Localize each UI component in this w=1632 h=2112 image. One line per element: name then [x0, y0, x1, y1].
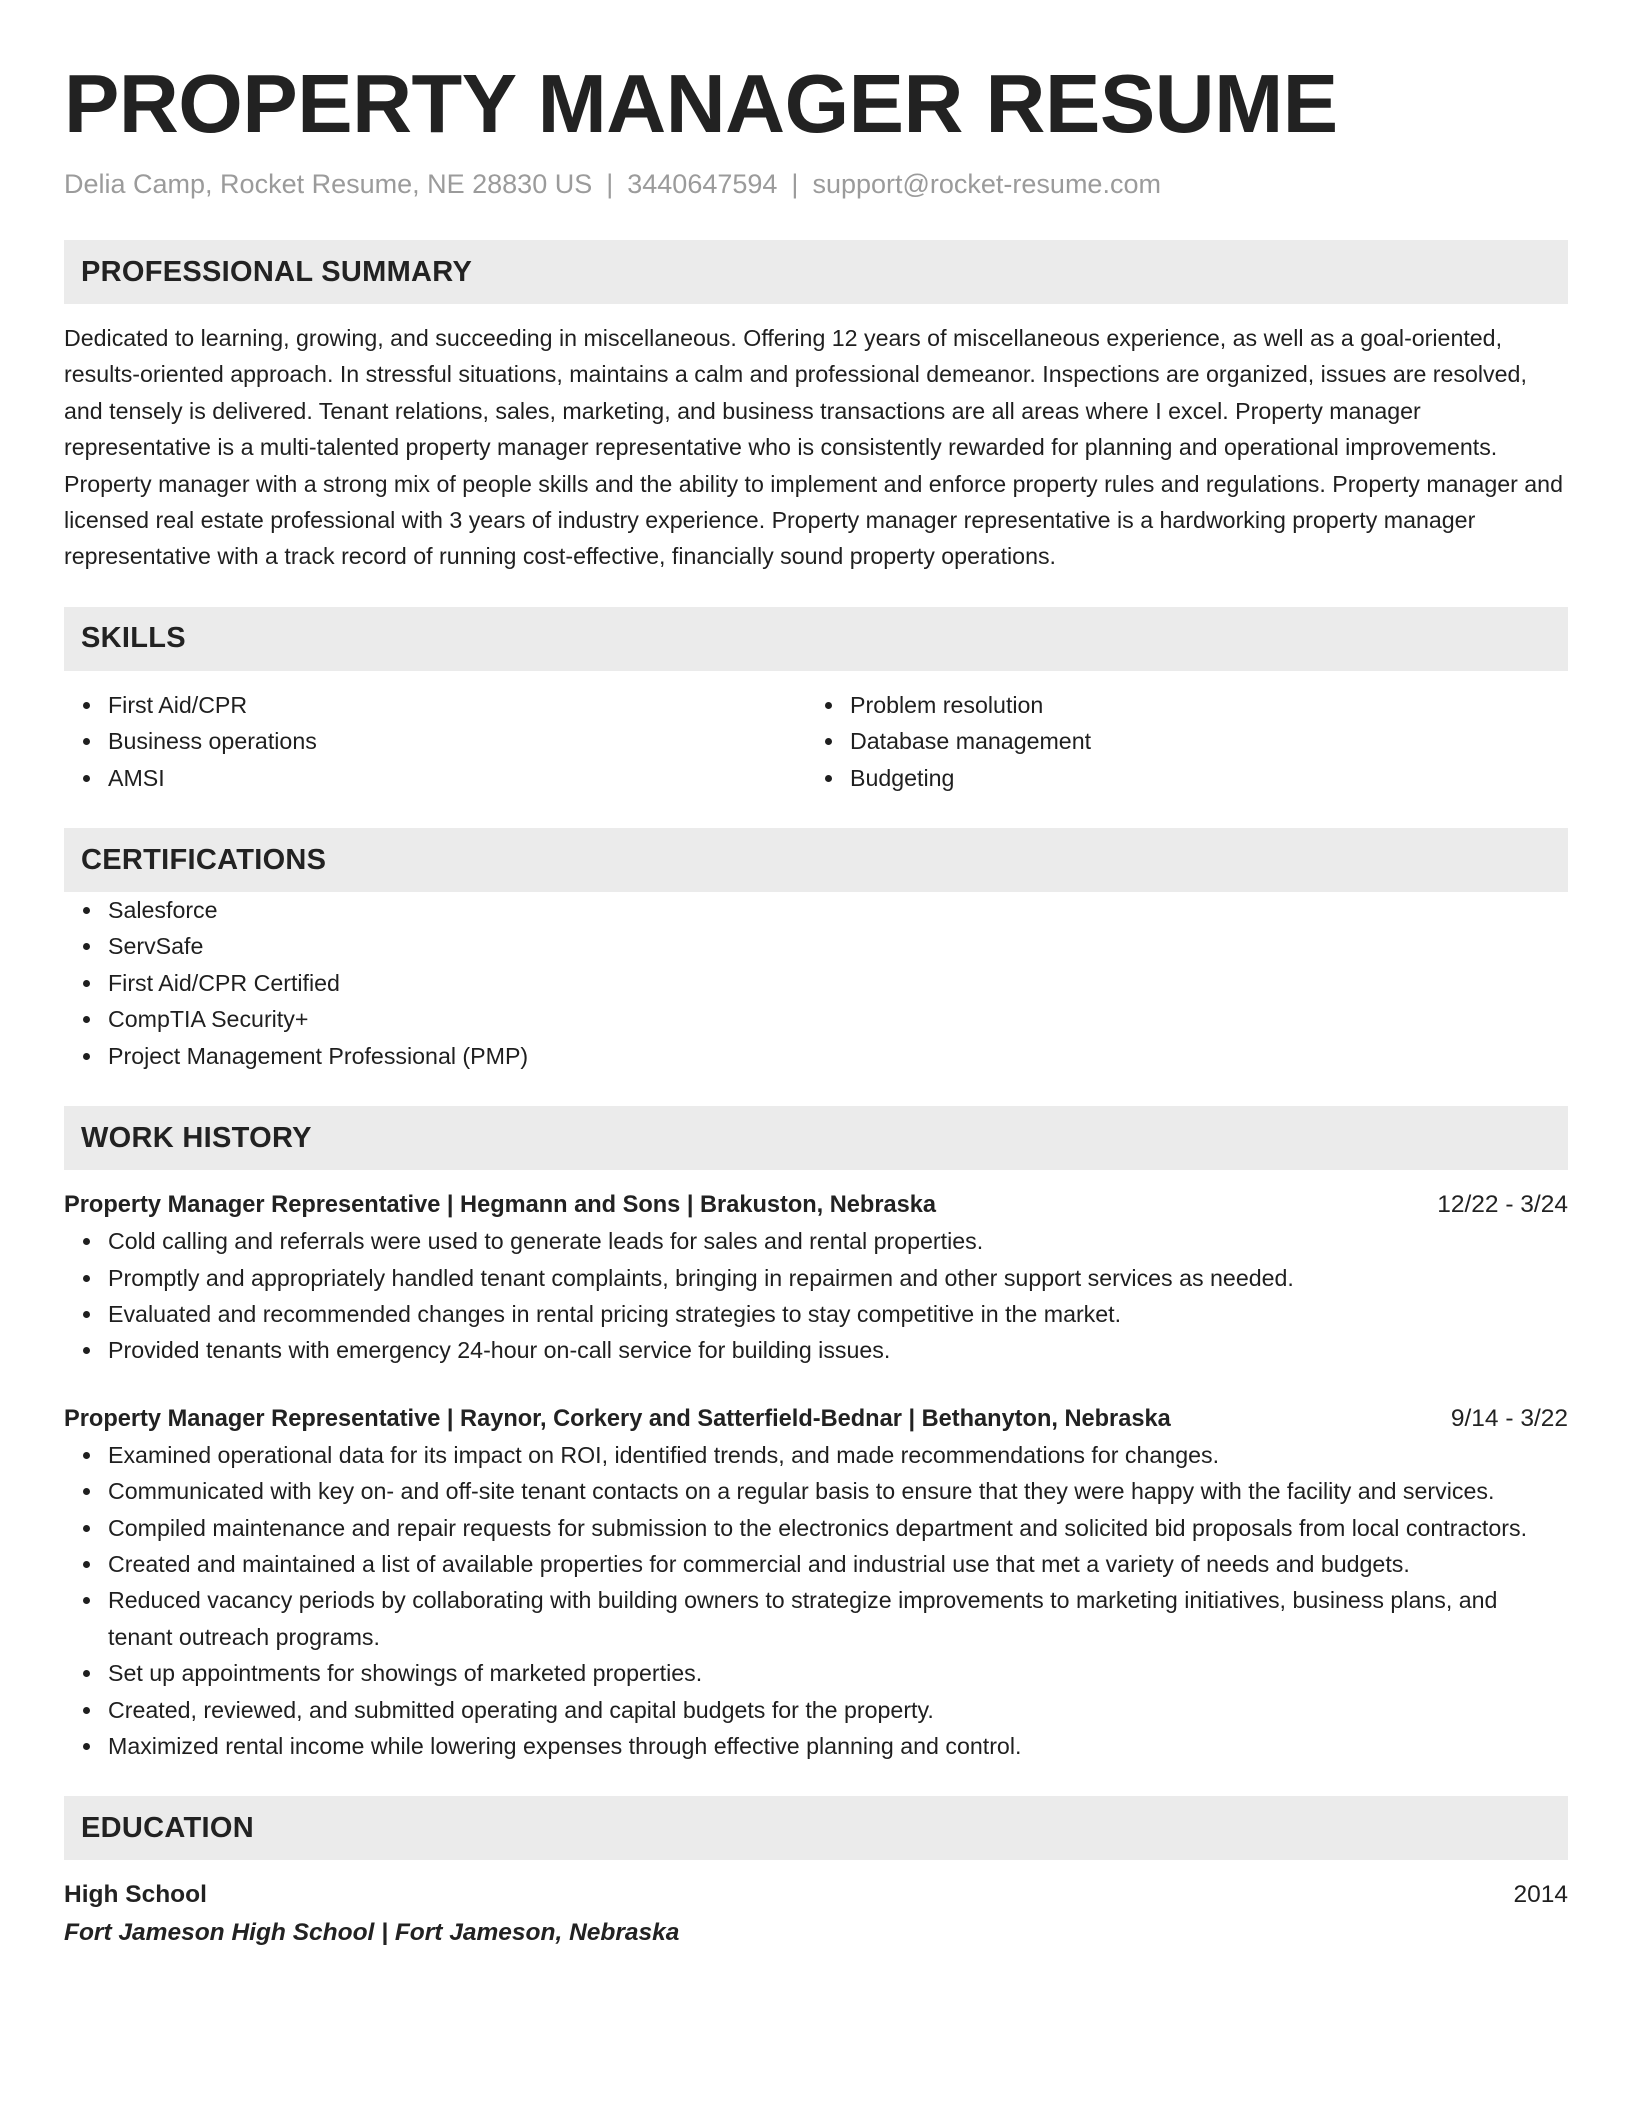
certifications-list [64, 892, 1568, 1074]
skills-list-left [64, 687, 806, 796]
job-bullets [64, 1223, 1568, 1369]
job-bullet: Created, reviewed, and submitted operating and capital budgets for the property. [108, 1692, 1568, 1728]
job-bullet: Provided tenants with emergency 24-hour on-call service for building issues. [108, 1332, 1568, 1368]
certifications-heading: CERTIFICATIONS [64, 828, 1568, 892]
certification-item: CompTIA Security+ [108, 1001, 1568, 1037]
certification-item: Salesforce [108, 892, 1568, 928]
certification-item: Project Management Professional (PMP) [108, 1038, 1568, 1074]
job-bullet: Maximized rental income while lowering expenses through effective planning and control. [108, 1728, 1568, 1764]
skills-grid [64, 687, 1568, 796]
education-degree: High School [64, 1881, 207, 1909]
education-entry [64, 1877, 1568, 1951]
job-title: Property Manager Representative | Hegmann and Sons | Brakuston, Nebraska [64, 1192, 937, 1219]
job-bullet: Compiled maintenance and repair requests for submission to the electronics department and solicited bid proposals from local contractors. [108, 1510, 1568, 1546]
job-header [64, 1187, 1568, 1223]
job-bullet: Evaluated and recommended changes in rental pricing strategies to stay competitive in the market. [108, 1296, 1568, 1332]
contact-line [64, 166, 1568, 202]
skill-item: AMSI [108, 760, 806, 796]
skill-item: Problem resolution [850, 687, 1548, 723]
job-header [64, 1401, 1568, 1437]
skill-item: Database management [850, 723, 1548, 759]
summary-heading: PROFESSIONAL SUMMARY [64, 240, 1568, 304]
contact-phone: 3440647594 [627, 169, 778, 199]
skills-heading: SKILLS [64, 607, 1568, 671]
skill-item: Budgeting [850, 760, 1548, 796]
job-dates: 9/14 - 3/22 [1450, 1404, 1568, 1432]
resume-page [64, 56, 1568, 1951]
certification-item: ServSafe [108, 928, 1568, 964]
skill-item: Business operations [108, 723, 806, 759]
job-bullets [64, 1437, 1568, 1765]
skills-column-right [806, 687, 1548, 796]
contact-separator: | [606, 169, 614, 199]
job-bullet: Promptly and appropriately handled tenant complaints, bringing in repairmen and other support services as needed. [108, 1260, 1568, 1296]
education-heading: EDUCATION [64, 1796, 1568, 1860]
skills-column-left [64, 687, 806, 796]
job-bullet: Created and maintained a list of available properties for commercial and industrial use that met a variety of needs and budgets. [108, 1546, 1568, 1582]
contact-address: Delia Camp, Rocket Resume, NE 28830 US [64, 169, 593, 199]
resume-title: PROPERTY MANAGER RESUME [64, 57, 1338, 150]
job-bullet: Communicated with key on- and off-site tenant contacts on a regular basis to ensure that they were happy with the facility and services. [108, 1473, 1568, 1509]
job-title: Property Manager Representative | Raynor, Corkery and Satterfield-Bednar | Bethanyton, Nebraska [64, 1405, 1171, 1432]
education-school: Fort Jameson High School | Fort Jameson, Nebraska [64, 1919, 680, 1947]
skills-list-right [806, 687, 1548, 796]
job-bullet: Examined operational data for its impact on ROI, identified trends, and made recommendations for changes. [108, 1437, 1568, 1473]
job-entry [64, 1187, 1568, 1369]
education-year: 2014 [1513, 1881, 1568, 1909]
job-bullet: Set up appointments for showings of marketed properties. [108, 1655, 1568, 1691]
education-header [64, 1877, 1568, 1913]
job-bullet: Cold calling and referrals were used to generate leads for sales and rental properties. [108, 1223, 1568, 1259]
contact-email: support@rocket-resume.com [812, 169, 1161, 199]
job-entry [64, 1401, 1568, 1765]
certification-item: First Aid/CPR Certified [108, 965, 1568, 1001]
skill-item: First Aid/CPR [108, 687, 806, 723]
work-history-heading: WORK HISTORY [64, 1106, 1568, 1170]
contact-separator: | [791, 169, 799, 199]
job-bullet: Reduced vacancy periods by collaborating with building owners to strategize improvements to marketing initiatives, business plans, and tenant outreach programs. [108, 1582, 1568, 1655]
job-dates: 12/22 - 3/24 [1437, 1191, 1568, 1219]
summary-text: Dedicated to learning, growing, and succeeding in miscellaneous. Offering 12 years of miscellaneous experience, as well as a goal-oriented, results-oriented approach. In stressful situations, maintains a calm and professional demeanor. Inspections are organized, issues are resolved, and tensely is delivered. Tenant relations, sales, marketing, and business transactions are all areas where I excel. Property manager representative is a multi-talented property manager representative who is consistently rewarded for planning and operational improvements. Property manager with a strong mix of people skills and the ability to implement and enforce property rules and regulations. Property manager and licensed real estate professional with 3 years of industry experience. Property manager representative is a hardworking property manager representative with a track record of running cost-effective, financially sound property operations. [64, 325, 1563, 570]
